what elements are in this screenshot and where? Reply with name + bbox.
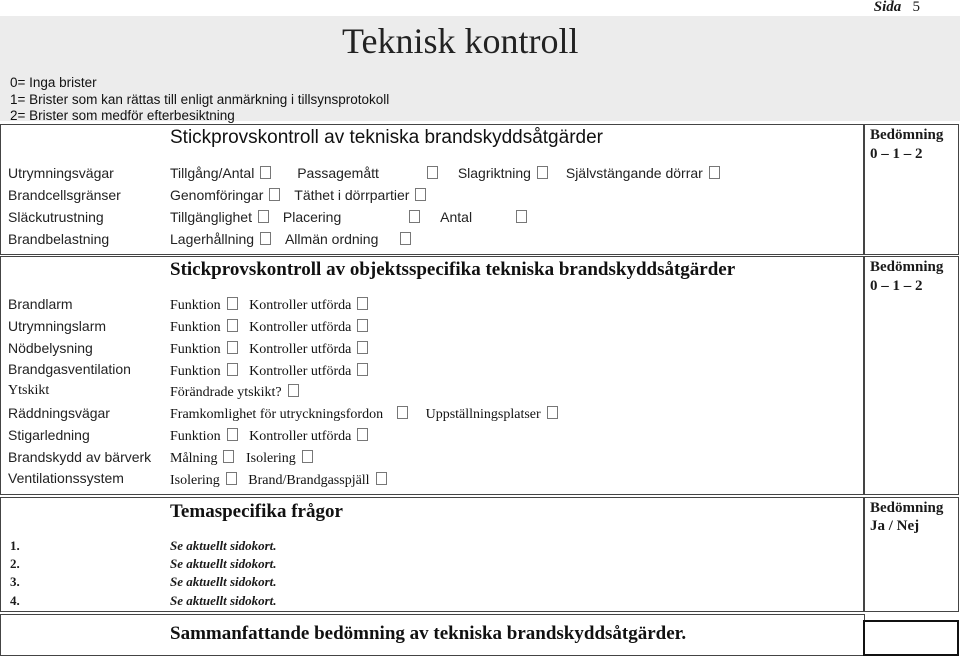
section3-rating-label: Bedömning bbox=[870, 500, 944, 516]
checkbox[interactable] bbox=[302, 450, 313, 463]
question-3: 3. Se aktuellt sidokort. bbox=[10, 574, 277, 589]
s2-row-brandgasventilation: Funktion Kontroller utförda bbox=[170, 361, 368, 383]
s2-label-brandgasventilation: Brandgasventilation bbox=[8, 361, 131, 377]
s2-row-ytskikt: Förändrade ytskikt? bbox=[170, 382, 299, 404]
s2-label-ytskikt: Ytskikt bbox=[8, 383, 50, 398]
checkbox[interactable] bbox=[227, 428, 238, 441]
checkbox[interactable] bbox=[427, 166, 438, 179]
checkbox[interactable] bbox=[376, 472, 387, 485]
s2-row-brandlarm: Funktion Kontroller utförda bbox=[170, 295, 368, 317]
checkbox[interactable] bbox=[357, 363, 368, 376]
checkbox[interactable] bbox=[269, 188, 280, 201]
checkbox[interactable] bbox=[357, 319, 368, 332]
checkbox[interactable] bbox=[357, 428, 368, 441]
checkbox[interactable] bbox=[226, 472, 237, 485]
s2-row-brandskydd-barverk: Målning Isolering bbox=[170, 448, 313, 470]
section1-heading: Stickprovskontroll av tekniska brandskyddsåtgärder bbox=[170, 127, 603, 148]
checkbox[interactable] bbox=[709, 166, 720, 179]
s2-label-brandskydd-barverk: Brandskydd av bärverk bbox=[8, 449, 152, 465]
s2-label-utrymningslarm: Utrymningslarm bbox=[8, 318, 107, 334]
s1-label-utrymningsvagar: Utrymningsvägar bbox=[8, 165, 114, 181]
checkbox[interactable] bbox=[260, 166, 271, 179]
summary-text: Sammanfattande bedömning av tekniska brandskyddsåtgärder. bbox=[170, 623, 687, 644]
section3-rating-scale: Ja / Nej bbox=[870, 518, 920, 534]
s2-row-utrymningslarm: Funktion Kontroller utförda bbox=[170, 317, 368, 339]
s1-label-slackutrustning: Släckutrustning bbox=[8, 209, 104, 225]
checkbox[interactable] bbox=[516, 210, 527, 223]
section2-heading: Stickprovskontroll av objektsspecifika tekniska brandskyddsåtgärder bbox=[170, 259, 736, 280]
s2-row-nodbelysning: Funktion Kontroller utförda bbox=[170, 339, 368, 361]
s2-label-raddningsvagar: Räddningsvägar bbox=[8, 405, 110, 421]
legend-0: 0= Inga brister bbox=[10, 75, 97, 90]
checkbox[interactable] bbox=[409, 210, 420, 223]
s1-label-brandbelastning: Brandbelastning bbox=[8, 231, 110, 247]
question-4: 4. Se aktuellt sidokort. bbox=[10, 593, 277, 608]
s1-row-brandbelastning: Lagerhållning Allmän ordning bbox=[170, 228, 411, 250]
legend-1: 1= Brister som kan rättas till enligt anmärkning i tillsynsprotokoll bbox=[10, 92, 390, 107]
checkbox[interactable] bbox=[357, 341, 368, 354]
section1-rating-scale: 0 – 1 – 2 bbox=[870, 146, 923, 162]
checkbox[interactable] bbox=[258, 210, 269, 223]
checkbox[interactable] bbox=[357, 297, 368, 310]
page-number: Sida 5 bbox=[873, 0, 920, 15]
checkbox[interactable] bbox=[227, 319, 238, 332]
checkbox[interactable] bbox=[537, 166, 548, 179]
s2-label-brandlarm: Brandlarm bbox=[8, 296, 73, 312]
section1-rating-label: Bedömning bbox=[870, 127, 944, 143]
checkbox[interactable] bbox=[415, 188, 426, 201]
s2-row-ventilationssystem: Isolering Brand/Brandgasspjäll bbox=[170, 470, 387, 492]
checkbox[interactable] bbox=[227, 341, 238, 354]
checkbox[interactable] bbox=[223, 450, 234, 463]
section2-rating-scale: 0 – 1 – 2 bbox=[870, 278, 923, 294]
checkbox[interactable] bbox=[397, 406, 408, 419]
checkbox[interactable] bbox=[547, 406, 558, 419]
s1-row-brandcellsgranser: Genomföringar Täthet i dörrpartier bbox=[170, 184, 426, 206]
section3-heading: Temaspecifika frågor bbox=[170, 501, 343, 522]
page-title: Teknisk kontroll bbox=[342, 21, 579, 61]
s2-row-raddningsvagar: Framkomlighet för utryckningsfordon Uppställningsplatser bbox=[170, 404, 558, 426]
question-2: 2. Se aktuellt sidokort. bbox=[10, 556, 277, 571]
legend-2: 2= Brister som medför efterbesiktning bbox=[10, 108, 235, 123]
s2-label-stigarledning: Stigarledning bbox=[8, 427, 90, 443]
s2-label-nodbelysning: Nödbelysning bbox=[8, 340, 93, 356]
s1-label-brandcellsgranser: Brandcellsgränser bbox=[8, 187, 121, 203]
s1-row-utrymningsvagar: Tillgång/Antal Passagemått Slagriktning Självstängande dörrar bbox=[170, 162, 720, 184]
checkbox[interactable] bbox=[288, 384, 299, 397]
s2-row-stigarledning: Funktion Kontroller utförda bbox=[170, 426, 368, 448]
summary-answer-box[interactable] bbox=[863, 620, 959, 656]
s2-label-ventilationssystem: Ventilationssystem bbox=[8, 470, 124, 486]
checkbox[interactable] bbox=[227, 297, 238, 310]
question-1: 1. Se aktuellt sidokort. bbox=[10, 538, 277, 553]
section2-rating-label: Bedömning bbox=[870, 259, 944, 275]
s1-row-slackutrustning: Tillgänglighet Placering Antal bbox=[170, 206, 527, 228]
checkbox[interactable] bbox=[227, 363, 238, 376]
checkbox[interactable] bbox=[400, 232, 411, 245]
checkbox[interactable] bbox=[260, 232, 271, 245]
